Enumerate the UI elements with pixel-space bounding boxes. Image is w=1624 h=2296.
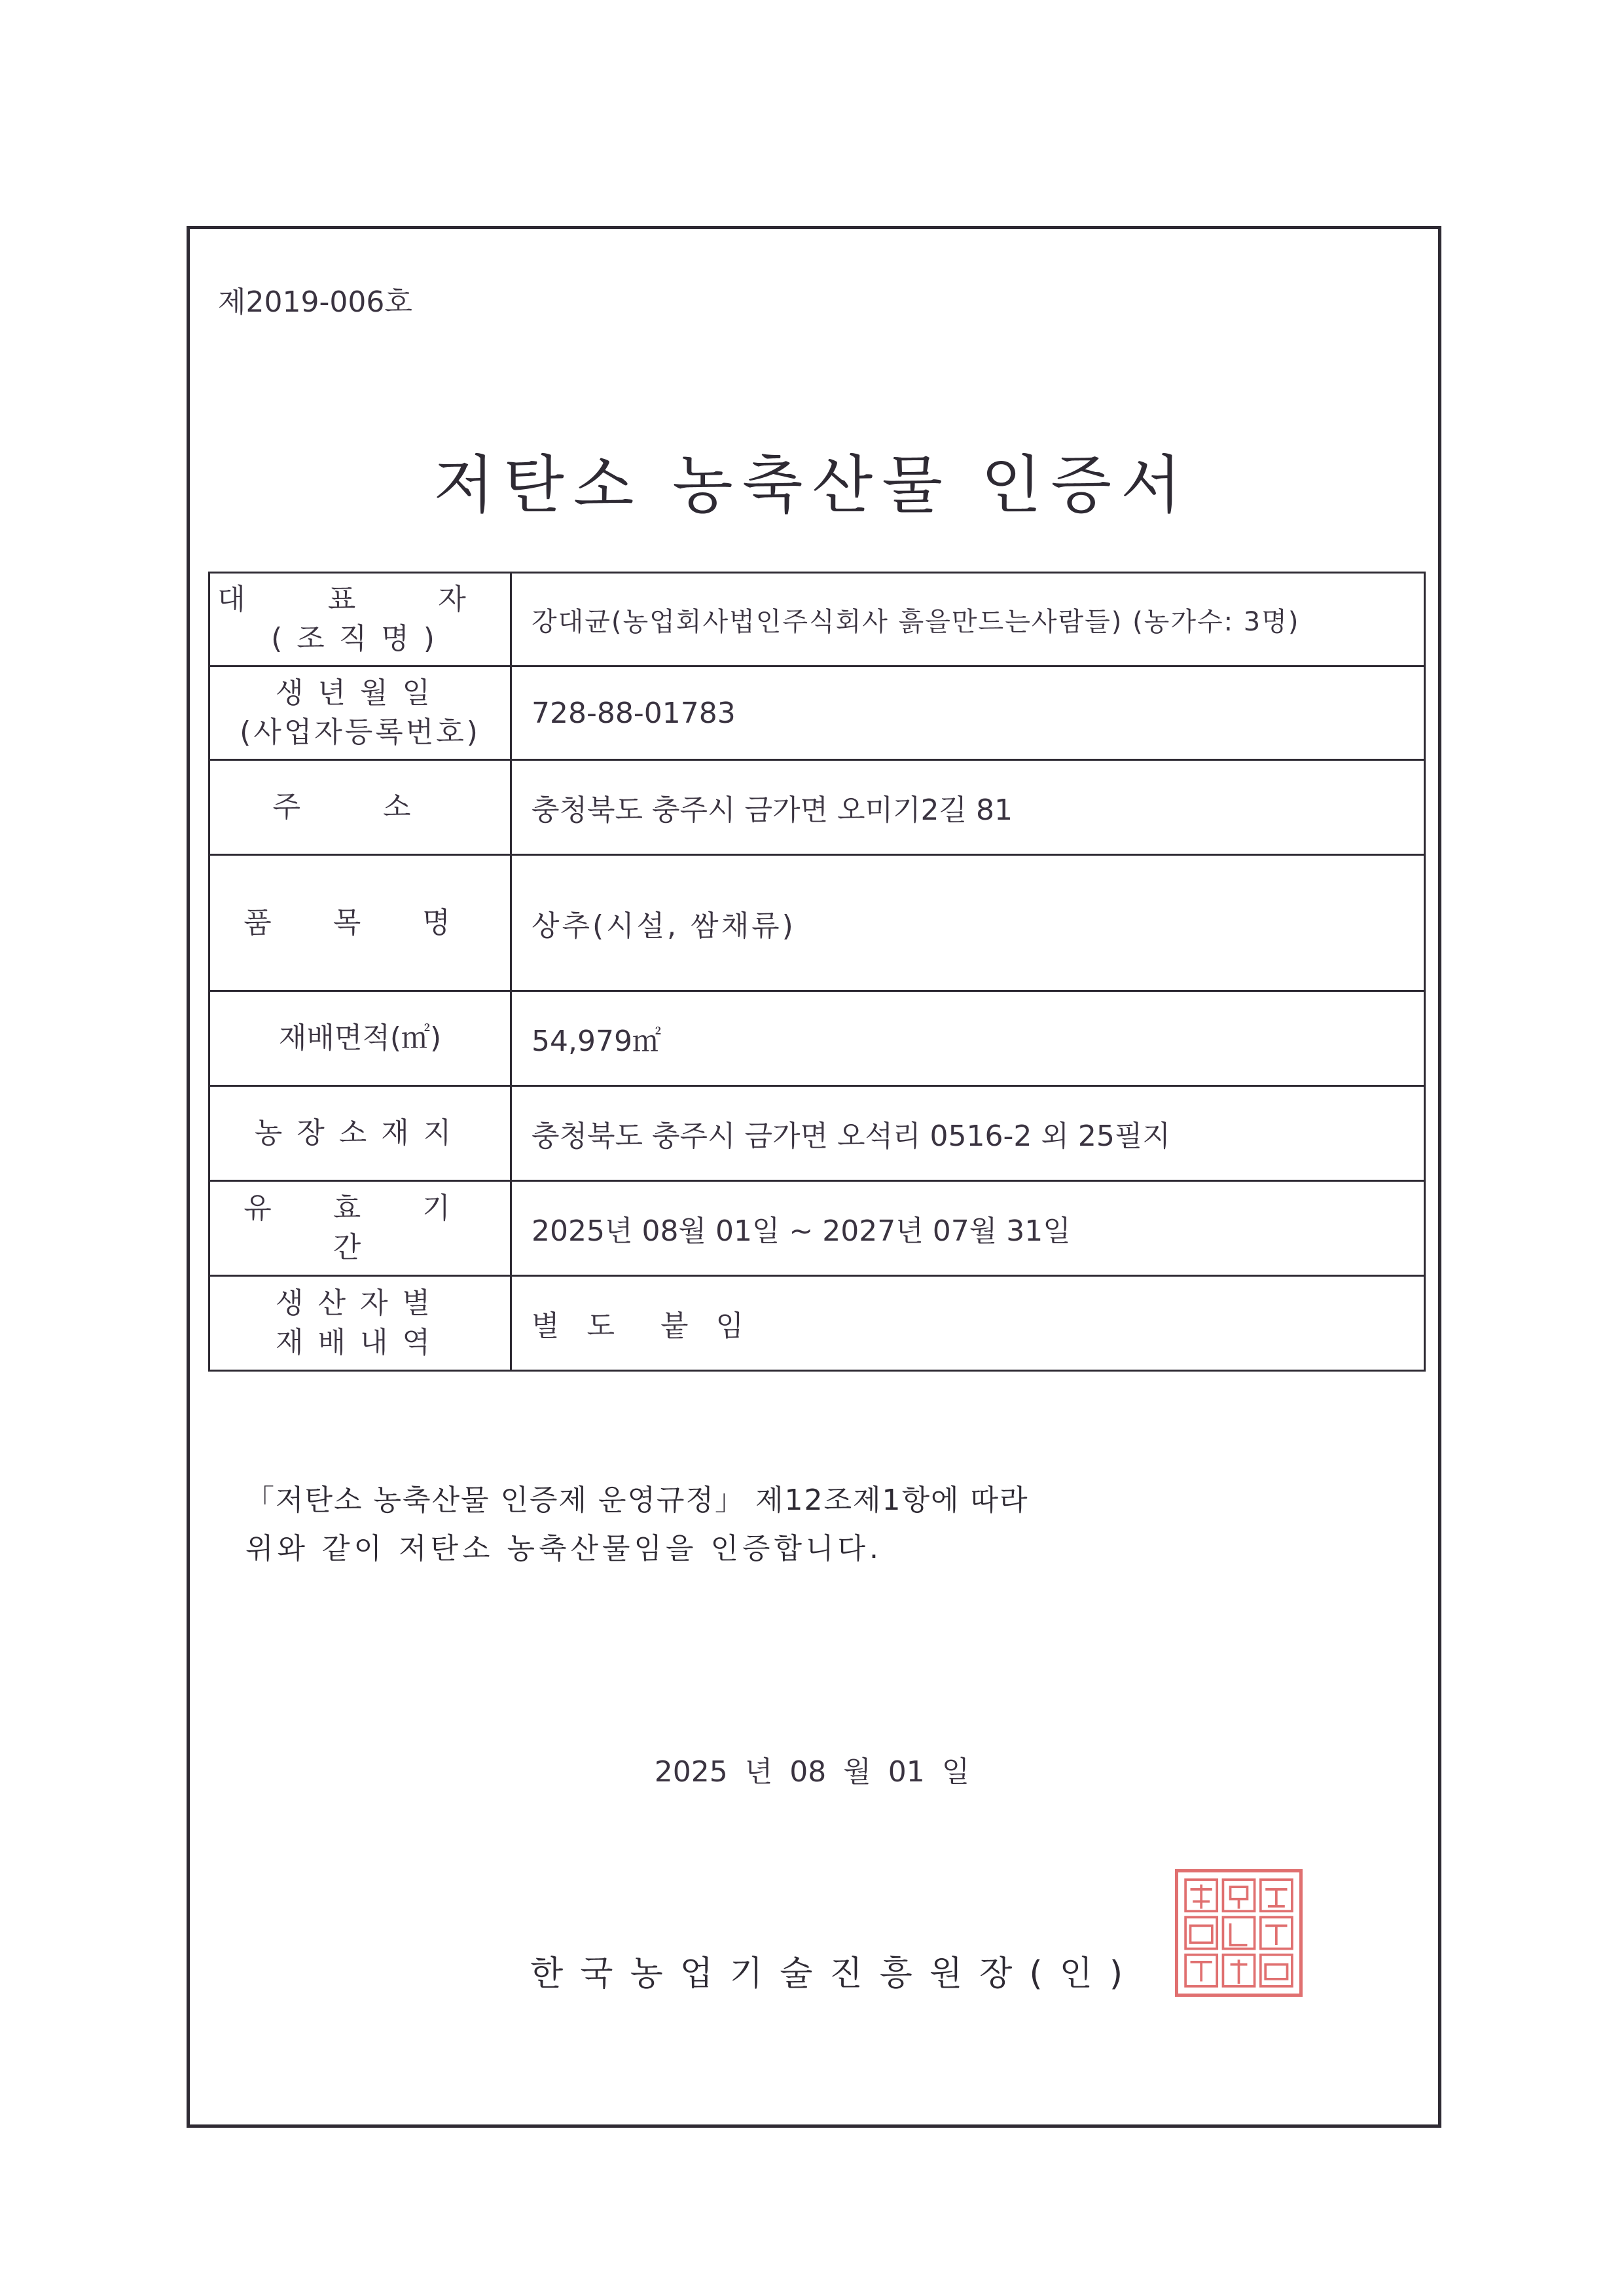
- row-label: [209, 573, 511, 666]
- seal-icon: [1178, 1872, 1299, 1994]
- table-row: [209, 1086, 1425, 1181]
- statement-line-2: 위와 같이 저탄소 농축산물임을 인증합니다.: [245, 1532, 883, 1565]
- certificate-info-table: [208, 572, 1426, 1372]
- table-row: [209, 1276, 1425, 1371]
- cultivation-details-value: 별 도 붙 임: [511, 1276, 1425, 1371]
- table-row: [209, 991, 1425, 1086]
- official-seal-stamp: [1175, 1869, 1303, 1997]
- label-line-1: 생산자별: [275, 1286, 444, 1320]
- table-row: [209, 760, 1425, 855]
- issue-date: 2025 년 08 월 01 일: [654, 1755, 970, 1789]
- validity-period-value: 2025년 08월 01일 ~ 2027년 07월 31일: [511, 1181, 1425, 1276]
- label-line-2: (사업자등록번호): [240, 716, 480, 749]
- row-label: [209, 666, 511, 760]
- row-label: [209, 1276, 511, 1371]
- row-label: 농장소재지: [209, 1086, 511, 1181]
- row-label: 품 목 명: [209, 855, 511, 991]
- cultivation-area-value: 54,979㎡: [511, 991, 1425, 1086]
- label-line-2: 재배내역: [275, 1326, 444, 1359]
- representative-value: 강대균(농업회사법인주식회사 흙을만드는사람들) (농가수: 3명): [511, 573, 1425, 666]
- row-label: 유 효 기 간: [209, 1181, 511, 1276]
- label-line-1: 대 표 자: [217, 583, 503, 616]
- page-title: 저탄소 농축산물 인증서: [433, 448, 1191, 522]
- farm-location-value: 충청북도 충주시 금가면 오석리 0516-2 외 25필지: [511, 1086, 1425, 1181]
- issuer-name: 한국농업기술진흥원장(인): [530, 1954, 1140, 1994]
- table-row: [209, 1181, 1425, 1276]
- product-value: 상추(시설, 쌈채류): [511, 855, 1425, 991]
- table-row: [209, 855, 1425, 991]
- table-row: [209, 573, 1425, 666]
- table-row: [209, 666, 1425, 760]
- registration-number-value: 728-88-01783: [511, 666, 1425, 760]
- label-line-2: (조직명): [271, 622, 449, 655]
- certificate-number: 제2019-006호: [218, 285, 412, 319]
- row-label: 주 소: [209, 760, 511, 855]
- label-line-1: 생년월일: [275, 676, 444, 710]
- address-value: 충청북도 충주시 금가면 오미기2길 81: [511, 760, 1425, 855]
- row-label: 재배면적(㎡): [209, 991, 511, 1086]
- statement-line-1: 「저탄소 농축산물 인증제 운영규정」 제12조제1항에 따라: [245, 1484, 1029, 1517]
- certification-statement: [245, 1476, 1029, 1573]
